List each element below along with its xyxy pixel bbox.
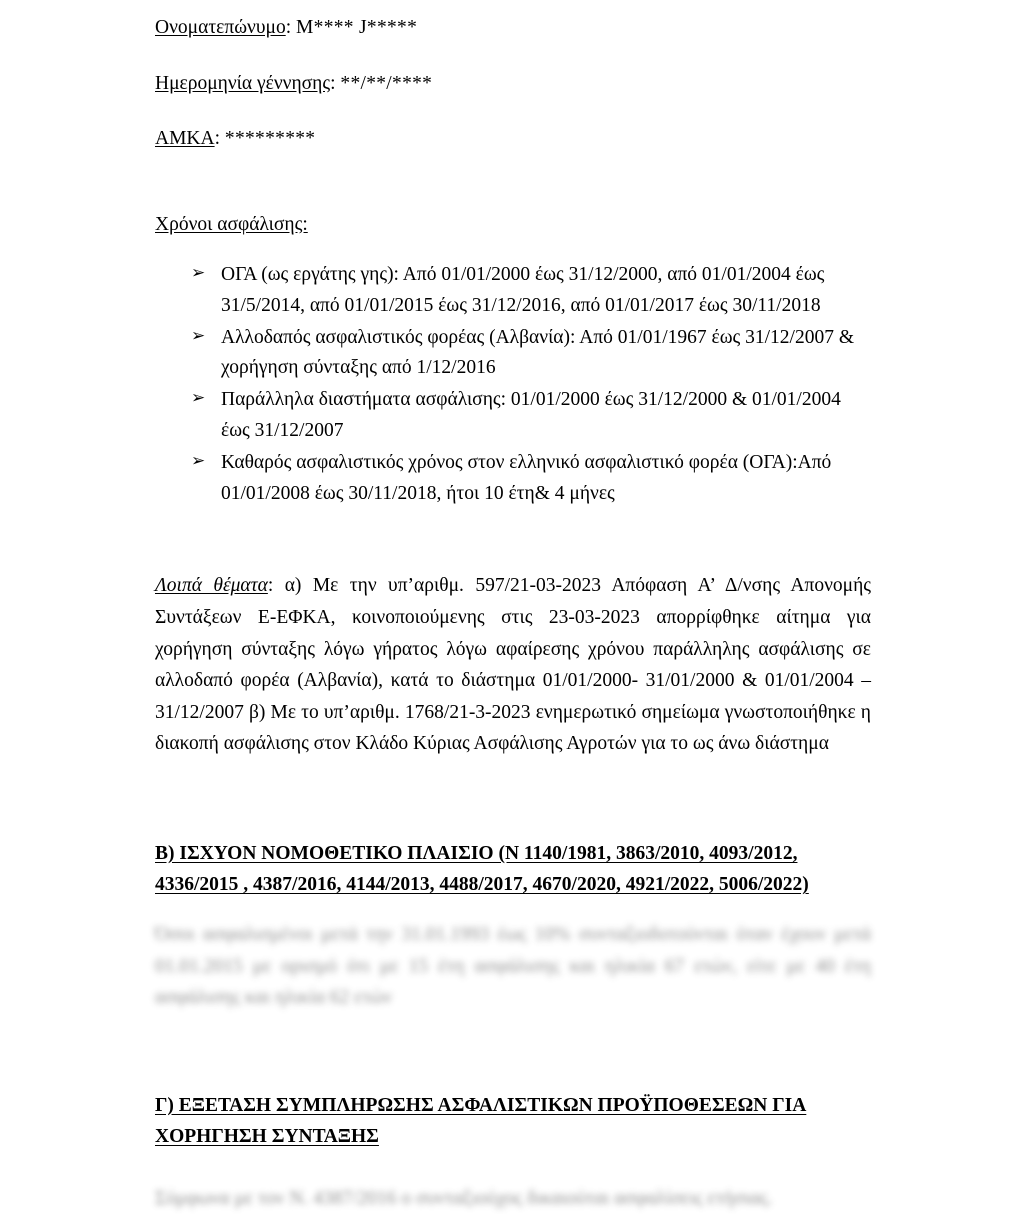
field-amka bbox=[155, 129, 871, 149]
list-item bbox=[155, 260, 871, 322]
field-birth-date bbox=[155, 74, 871, 94]
field-birth-date-label: Ημερομηνία γέννησης bbox=[155, 72, 331, 94]
heading-b-to-redacted-spacer bbox=[155, 901, 871, 919]
redacted-paragraph-1 bbox=[155, 919, 871, 1014]
redacted-paragraph-2 bbox=[155, 1183, 871, 1214]
fields-to-section-spacer bbox=[155, 185, 871, 215]
field-birth-date-separator: : bbox=[330, 72, 341, 94]
heading-section-b-line2: 4336/2015 , 4387/2016, 4144/2013, 4488/2017, 4670/2020, 4921/2022, 5006/2022) bbox=[155, 874, 809, 896]
list-item-text: Παράλληλα διαστήματα ασφάλισης: 01/01/2000 έως 31/12/2000 & 01/01/2004 έως 31/12/2007 bbox=[221, 389, 841, 441]
field-full-name-value: Μ**** J***** bbox=[296, 17, 418, 38]
field-amka-separator: : bbox=[214, 128, 225, 149]
heading-c-to-redacted-spacer bbox=[155, 1153, 871, 1183]
heading-section-c bbox=[155, 1090, 871, 1153]
list-item-text: Αλλοδαπός ασφαλιστικός φορέας (Αλβανία): Από 01/01/1967 έως 31/12/2007 & χορήγηση σύνταξης από 1/12/2016 bbox=[221, 326, 854, 379]
list-item bbox=[155, 448, 871, 510]
arrowhead-bullet-icon: ➢ bbox=[191, 388, 206, 409]
field-full-name bbox=[155, 18, 871, 38]
list-item-text: ΟΓΑ (ως εργάτης γης): Από 01/01/2000 έως 31/12/2000, από 01/01/2004 έως 31/5/2014, από 01/01/2015 έως 31/12/2016, από 01/01/2017 έως 30/11/2018 bbox=[221, 264, 825, 316]
list-item-text: Καθαρός ασφαλιστικός χρόνος στον ελληνικό ασφαλιστικό φορέα (ΟΓΑ):Από 01/01/2008 έως 30/11/2018, ήτοι 10 έτη& 4 μήνες bbox=[221, 451, 832, 504]
heading-section-c-line2: ΧΟΡΗΓΗΣΗ ΣΥΝΤΑΞΗΣ bbox=[155, 1126, 379, 1148]
other-matters-separator: : bbox=[267, 575, 285, 597]
list-to-paragraph-spacer bbox=[155, 510, 871, 570]
insurance-periods-list bbox=[155, 260, 871, 509]
field-full-name-label: Ονοματεπώνυμο bbox=[155, 17, 286, 38]
top-spacer bbox=[155, 0, 871, 18]
paragraph-to-heading-b-spacer-extra bbox=[155, 820, 871, 838]
redacted-paragraph-1-line1: Όσοι ασφαλισμένοι μετά την 31.01.1993 έως 10% συνταξιοδοτούνται όταν έχουν μετά 01.01.2015 με ορισμό ότι με 15 έτη ασφάλισης και ηλικία 67 ετών, είτε bbox=[155, 924, 871, 977]
paragraph-to-heading-b-spacer bbox=[155, 760, 871, 820]
redacted-paragraph-2-line1: Σύμφωνα με τον Ν. 4387/2016 ο συνταξιούχος δικαιούται ασφαλίσεις ετήσιας. bbox=[155, 1187, 773, 1209]
list-item bbox=[155, 323, 871, 385]
insurance-section-heading-text: Χρόνοι ασφάλισης: bbox=[155, 213, 308, 235]
field-birth-date-value: **/**/**** bbox=[340, 72, 433, 94]
field-amka-value: ********* bbox=[224, 128, 316, 149]
arrowhead-bullet-icon: ➢ bbox=[191, 450, 206, 471]
other-matters-body: α) Με την υπ’αριθμ. 597/21-03-2023 Απόφαση Α’ Δ/νσης Απονομής Συντάξεων Ε-ΕΦΚΑ, κοινοποιούμενης στις 23-03-2023 απορρίφθηκε αίτημα για χορήγηση σύνταξης λόγω γήρατος λόγω αφαίρεσης χρόνου παράλληλης ασφάλισης σε αλλοδαπό φορέα (Αλβανία), κατά το διάστημα 01/01/2000- 31/01/2000 & 01/01/2004 – 31/12/2007 β) Με το υπ’αριθμ. 1768/21-3-2023 ενημερωτικό σημείωμα γνωστοποιήθηκε η διακοπή ασφάλισης στον Κλάδο Κύριας Ασφάλισης Αγροτών για το ως άνω διάστημα bbox=[155, 575, 872, 755]
redacted-to-heading-c-spacer-extra bbox=[155, 1060, 871, 1090]
arrowhead-bullet-icon: ➢ bbox=[191, 325, 206, 346]
other-matters-paragraph bbox=[155, 570, 871, 759]
list-item bbox=[155, 385, 871, 447]
heading-section-b-line1: Β) ΙΣΧΥΟΝ ΝΟΜΟΘΕΤΙΚΟ ΠΛΑΙΣΙΟ (Ν 1140/1981, 3863/2010, 4093/2012, bbox=[155, 842, 798, 864]
arrowhead-bullet-icon: ➢ bbox=[191, 263, 206, 283]
heading-section-c-line1: Γ) ΕΞΕΤΑΣΗ ΣΥΜΠΛΗΡΩΣΗΣ ΑΣΦΑΛΙΣΤΙΚΩΝ ΠΡΟΫΠΟΘΕΣΕΩΝ ΓΙΑ bbox=[155, 1094, 807, 1116]
field-full-name-separator: : bbox=[285, 17, 296, 38]
redacted-to-heading-c-spacer bbox=[155, 1014, 871, 1060]
insurance-section-heading bbox=[155, 215, 871, 235]
heading-section-b bbox=[155, 838, 871, 901]
other-matters-label: Λοιπά θέματα bbox=[155, 575, 268, 597]
field-amka-label: ΑΜΚΑ bbox=[155, 128, 215, 149]
redacted-paragraph-1-line2: με 40 έτη ασφάλισης και ηλικία 62 ετών bbox=[155, 955, 871, 1009]
document-body bbox=[155, 0, 871, 1214]
